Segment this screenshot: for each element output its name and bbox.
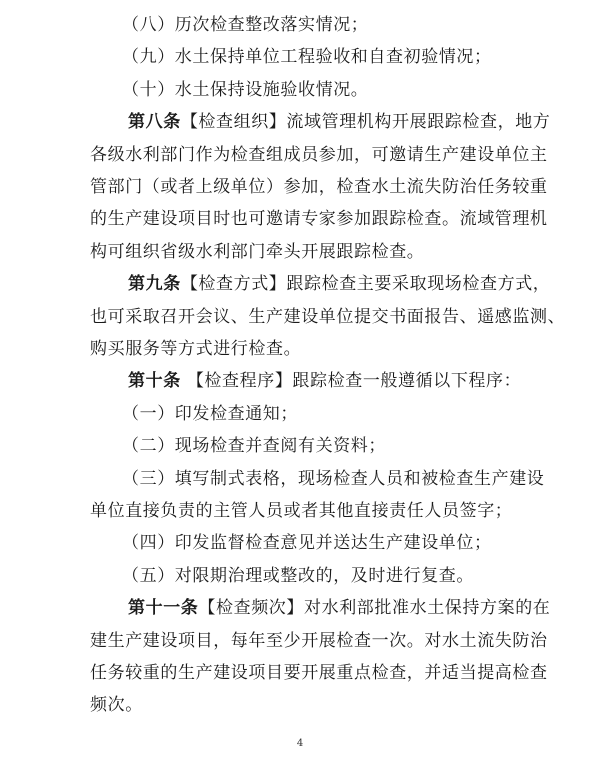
text-line bbox=[0, 176, 600, 198]
line-text: 【检查程序】跟踪检查一般遵循以下程序： bbox=[180, 371, 522, 392]
page-number: 4 bbox=[296, 738, 304, 749]
text-line bbox=[0, 338, 600, 360]
line-text: 也可采取召开会议、生产建设单位提交书面报告、遥感监测、 bbox=[90, 306, 566, 327]
article-line bbox=[0, 273, 600, 295]
line-text: 单位直接负责的主管人员或者其他直接责任人员签字； bbox=[90, 501, 513, 521]
text-line bbox=[0, 500, 600, 522]
line-text: （二）现场检查并查阅有关资料； bbox=[122, 436, 386, 457]
article-heading: 第十条 bbox=[128, 371, 181, 392]
line-text: 的生产建设项目时也可邀请专家参加跟踪检查。流域管理机 bbox=[90, 209, 548, 230]
line-text: 购买服务等方式进行检查。 bbox=[90, 339, 302, 359]
list-item bbox=[0, 403, 600, 425]
text-line bbox=[0, 208, 600, 230]
article-heading: 第九条 bbox=[128, 274, 181, 295]
line-text: 【检查方式】跟踪检查主要采取现场检查方式， bbox=[180, 274, 551, 295]
list-item bbox=[0, 79, 600, 101]
list-item bbox=[0, 565, 600, 587]
line-text: （五）对限期治理或整改的，及时进行复查。 bbox=[122, 565, 474, 586]
list-item bbox=[0, 14, 600, 36]
text-line bbox=[0, 630, 600, 652]
line-text: （十）水土保持设施验收情况。 bbox=[122, 79, 369, 100]
line-text: （四）印发监督检查意见并送达生产建设单位； bbox=[122, 533, 492, 554]
text-line bbox=[0, 144, 600, 166]
text-line bbox=[0, 694, 600, 716]
line-text: 【检查组织】流域管理机构开展跟踪检查，地方 bbox=[180, 112, 551, 133]
line-text: 建生产建设项目，每年至少开展检查一次。对水土流失防治 bbox=[90, 630, 548, 651]
line-text: （八）历次检查整改落实情况； bbox=[122, 15, 369, 35]
line-text: （三）填写制式表格，现场检查人员和被检查生产建设 bbox=[122, 468, 545, 489]
list-item bbox=[0, 46, 600, 68]
line-text: 构可组织省级水利部门牵头开展跟踪检查。 bbox=[90, 241, 425, 262]
line-text: 各级水利部门作为检查组成员参加，可邀请生产建设单位主 bbox=[90, 144, 548, 165]
article-line bbox=[0, 370, 600, 392]
list-item bbox=[0, 532, 600, 554]
line-text: 管部门（或者上级单位）参加，检查水土流失防治任务较重 bbox=[90, 177, 548, 197]
article-heading: 第十一条 bbox=[128, 598, 199, 619]
line-text: 频次。 bbox=[90, 695, 143, 716]
line-text: 【检查频次】对水利部批准水土保持方案的在 bbox=[198, 598, 551, 619]
text-line bbox=[0, 306, 600, 328]
article-line bbox=[0, 597, 600, 619]
article-heading: 第八条 bbox=[128, 112, 181, 133]
list-item bbox=[0, 435, 600, 457]
line-text: （一）印发检查通知； bbox=[122, 403, 298, 424]
text-line bbox=[0, 662, 600, 684]
line-text: （九）水土保持单位工程验收和自查初验情况； bbox=[122, 47, 492, 68]
text-line bbox=[0, 241, 600, 263]
line-text: 任务较重的生产建设项目要开展重点检查，并适当提高检查 bbox=[90, 663, 548, 683]
article-line bbox=[0, 111, 600, 133]
list-item bbox=[0, 468, 600, 490]
